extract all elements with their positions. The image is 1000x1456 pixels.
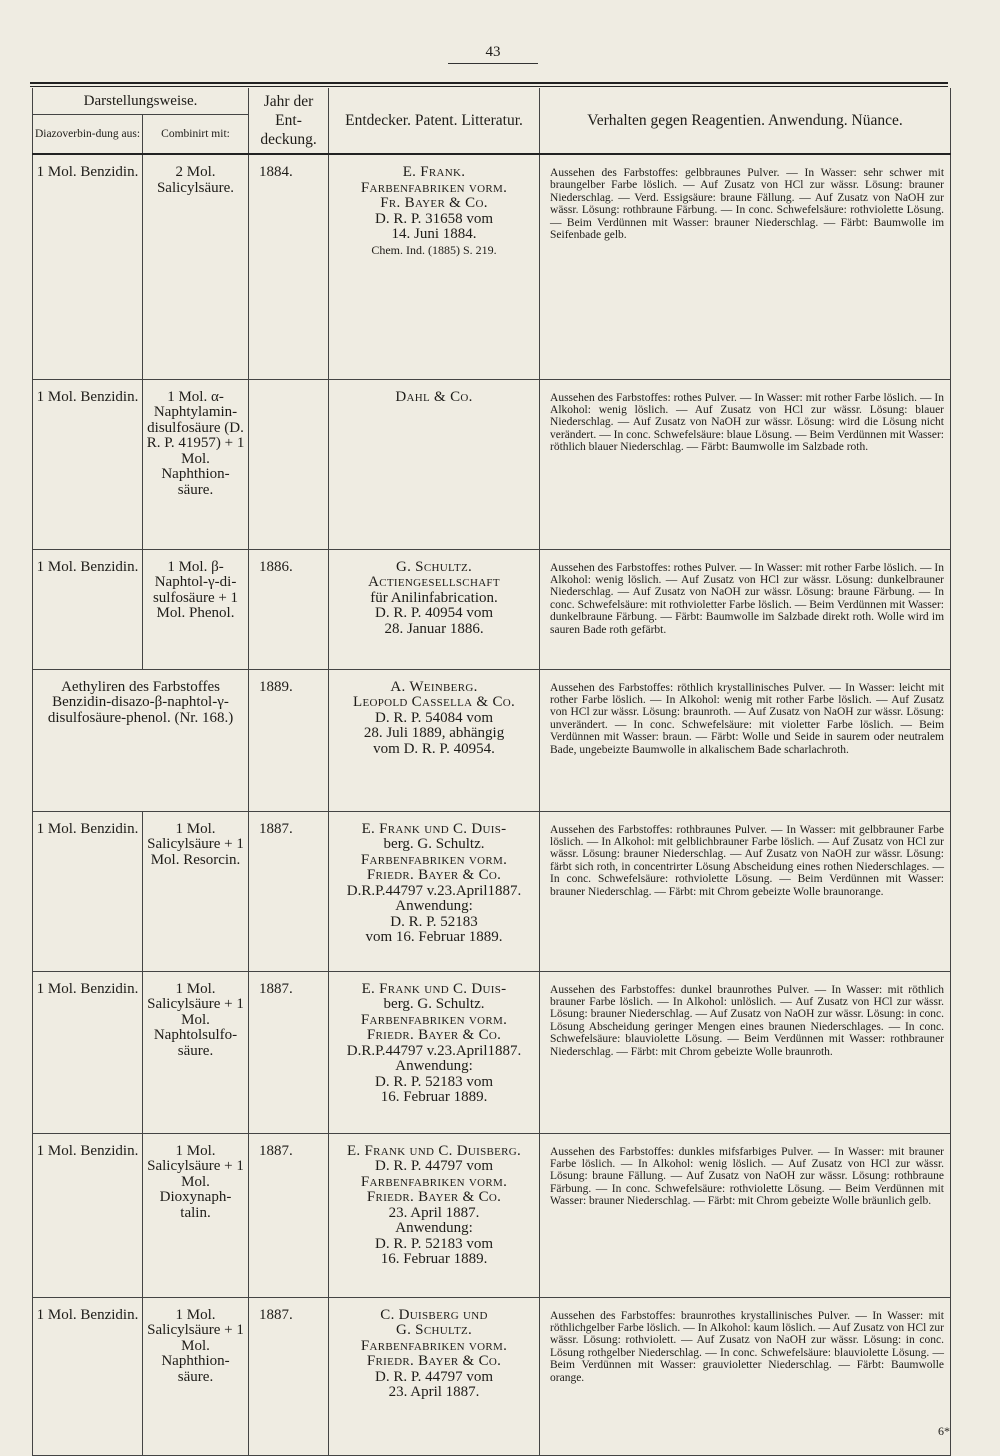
table-row: [33, 971, 951, 1133]
diazo-cell-text: 1 Mol. Benzidin.: [36, 164, 139, 180]
reaction-cell-text: [540, 670, 950, 762]
entdecker-line: E. Frank und C. Duisberg.: [346, 1142, 522, 1159]
diazo-cell-text: 1 Mol. Benzidin.: [36, 388, 139, 405]
entdecker-cell-text: [329, 972, 539, 1112]
diazo-cell: [33, 971, 143, 1133]
diazo-cell-text: 1 Mol. Benzidin.: [36, 980, 139, 997]
combinirt-cell-text: 1 Mol. Salicylsäure + 1 Mol. Naphthion-säure.: [147, 1306, 244, 1385]
entdecker-line: Farbenfabriken vorm.: [360, 1173, 508, 1190]
entdecker-line: D. R. P. 52183: [390, 913, 478, 930]
reaction-text: Aussehen des Farbstoffes: rothbraunes Pulver. — In Wasser: mit gelbbrauner Farbe löslich. — In Alkohol: mit gelblichbrauner Farbe löslich. — Auf Zusatz von HCl zur wässr. Lösung: brauner Niederschlag. — Auf Zusatz von NaOH zur wässr. Lösung: färbt sich roth, in concentrirter Lösung Abscheidung eines rothen Niederschlages. — In conc. Schwefelsäure: rothviolette Lösung. — Beim Verdünnen mit Wasser: brauner Niederschlag. — Färbt: mit Chrom gebeizte Wolle braunorange.: [550, 823, 945, 898]
entdecker-line: Fr. Bayer & Co.: [380, 195, 488, 211]
entdecker-cell: [329, 154, 540, 379]
jahr-cell-text: 1889.: [259, 678, 293, 695]
reaction-text: Aussehen des Farbstoffes: dunkel braunrothes Pulver. — In Wasser: mit röthlich brauner Farbe löslich. — In Alkohol: unlöslich. — Auf Zusatz von HCl zur wässr. Lösung: brauner Niederschlag. — Auf Zusatz von NaOH zur wässr. Lösung: in conc. Lösung Abscheidung geringer Mengen eines braunen Niederschlages. — In conc. Schwefelsäure: blauviolette Lösung. — Beim Verdünnen mit Wasser: rothbrauner Niederschlag. — Färbt: mit Chrom gebeizte Wolle braunroth.: [550, 983, 945, 1058]
entdecker-line: G. Schultz.: [395, 558, 473, 575]
table-row: [33, 1133, 951, 1297]
combinirt-cell-text: 1 Mol. Salicylsäure + 1 Mol. Dioxynaph-talin.: [147, 1142, 244, 1221]
entdecker-cell: [329, 971, 540, 1133]
combinirt-cell: [143, 1297, 249, 1455]
entdecker-line: D. R. P. 31658 vom: [375, 210, 493, 227]
combinirt-cell: [143, 971, 249, 1133]
table-row: [33, 154, 951, 379]
reaction-cell-text: [540, 550, 950, 642]
entdecker-line: 14. Juni 1884.: [391, 226, 477, 242]
entdecker-line: E. Frank und C. Duis-: [361, 820, 507, 837]
jahr-cell: [249, 549, 329, 669]
reaction-text: Aussehen des Farbstoffes: röthlich krystallinisches Pulver. — In Wasser: leicht mit rother Farbe löslich. — In Alkohol: wenig mit rother Farbe löslich. — Auf Zusatz von HCl zur wässr. Lösung: braunroth. — Auf Zusatz von NaOH zur wässr. Lösung: unverändert. — In conc. Schwefelsäure: mit violetter Farbe löslich. — Beim Verdünnen mit Wasser: braun. — Färbt: Wolle und Seide in saurem oder neutralem Bade, ungebeizte Baumwolle in alkalischem Bade scharlachroth.: [550, 681, 945, 756]
entdecker-line: D.R.P.44797 v.23.April1887.: [346, 1042, 522, 1059]
entdecker-line: für Anilinfabrication.: [370, 589, 498, 606]
reaction-cell: [540, 811, 951, 971]
entdecker-line: E. Frank und C. Duis-: [361, 980, 507, 997]
entdecker-line: berg. G. Schultz.: [383, 996, 485, 1012]
jahr-cell: [249, 1297, 329, 1455]
header-entdecker: Entdecker. Patent. Litteratur.: [329, 88, 540, 154]
entdecker-line: 16. Februar 1889.: [380, 1251, 488, 1267]
entdecker-cell: [329, 811, 540, 971]
top-rule-thin: [30, 86, 948, 87]
entdecker-line: Anwendung:: [395, 1220, 473, 1236]
reaction-cell-text: [540, 380, 950, 460]
combinirt-cell: [143, 154, 249, 379]
diazo-cell-text: 1 Mol. Benzidin.: [36, 558, 139, 575]
diazo-cell-text: 1 Mol. Benzidin.: [36, 1142, 139, 1159]
entdecker-line: vom 16. Februar 1889.: [365, 929, 503, 945]
entdecker-line: G. Schultz.: [395, 1322, 473, 1338]
jahr-cell-text: 1887.: [259, 1306, 293, 1323]
jahr-cell-text: 1884.: [259, 164, 293, 180]
entdecker-line: Farbenfabriken vorm.: [360, 851, 508, 868]
reaction-cell-text: [540, 155, 950, 247]
entdecker-line: Leopold Cassella & Co.: [352, 694, 516, 710]
jahr-cell: [249, 154, 329, 379]
reaction-text: Aussehen des Farbstoffes: rothes Pulver. — In Wasser: mit rother Farbe löslich. — In Alkohol: wenig löslich. — Auf Zusatz von HCl zur wässr. Lösung: dunkelbrauner Niederschlag. — Auf Zusatz von NaOH zur wässr. Lösung: braune Färbung. — In conc. Schwefelsäure: mit rothvioletter Farbe löslich. — Beim Verdünnen mit Wasser: dunkelbraune Färbung. — Färbt: Baumwolle im Salzbade direkt roth. Wolle wird im sauren Bade roth gefärbt.: [550, 561, 945, 636]
reaction-cell: [540, 379, 951, 549]
entdecker-cell-text: [329, 550, 539, 644]
entdecker-line: Friedr. Bayer & Co.: [366, 1189, 502, 1205]
jahr-cell: [249, 669, 329, 811]
entdecker-line: 28. Januar 1886.: [384, 620, 484, 637]
entdecker-cell-text: [329, 155, 539, 264]
diazo-cell-text: 1 Mol. Benzidin.: [36, 1306, 139, 1323]
combinirt-cell: [143, 379, 249, 549]
combinirt-cell: [143, 1133, 249, 1297]
entdecker-cell: [329, 1133, 540, 1297]
entdecker-line: Friedr. Bayer & Co.: [366, 1353, 502, 1369]
entdecker-line: D. R. P. 44797 vom: [375, 1158, 493, 1174]
reaction-cell-text: [540, 972, 950, 1064]
reaction-cell: [540, 1297, 951, 1455]
entdecker-cell-text: [329, 812, 539, 952]
reaction-cell: [540, 1133, 951, 1297]
jahr-cell: [249, 971, 329, 1133]
entdecker-line: Friedr. Bayer & Co.: [366, 867, 502, 883]
entdecker-line: D. R. P. 44797 vom: [375, 1368, 493, 1385]
table-row: [33, 379, 951, 549]
reaction-cell-text: [540, 1298, 950, 1390]
reaction-text: Aussehen des Farbstoffes: dunkles mifsfarbiges Pulver. — In Wasser: mit brauner Farbe löslich. — In Alkohol: wenig löslich. — Auf Zusatz von HCl zur wässr. Lösung: braune Fällung. — Auf Zusatz von NaOH zur wässr. Lösung: rothbraune Färbung. — In conc. Schwefelsäure: rothviolette Lösung. — Beim Verdünnen mit Wasser: brauner Niederschlag. — Färbt: mit Chrom gebeizte Wolle bräunlich gelb.: [550, 1145, 945, 1208]
reaction-cell-text: [540, 1134, 950, 1214]
combinirt-cell: [143, 549, 249, 669]
entdecker-cell: [329, 669, 540, 811]
reaction-cell: [540, 154, 951, 379]
header-verhalten: Verhalten gegen Reagentien. Anwendung. Nüance.: [540, 88, 951, 154]
reaction-cell-text: [540, 812, 950, 904]
combinirt-cell-text: 1 Mol. β-Naphtol-γ-di-sulfosäure + 1 Mol. Phenol.: [152, 558, 239, 621]
diazo-cell: [33, 811, 143, 971]
reaction-cell: [540, 549, 951, 669]
table-row: [33, 811, 951, 971]
entdecker-line: 23. April 1887.: [388, 1204, 480, 1221]
combinirt-cell-text: 1 Mol. Salicylsäure + 1 Mol. Naphtolsulfo-säure.: [147, 980, 244, 1059]
entdecker-line: D. R. P. 40954 vom: [375, 605, 493, 621]
entdecker-cell-text: [329, 1134, 539, 1274]
footer-signature-mark: 6*: [938, 1424, 950, 1438]
jahr-cell: [249, 379, 329, 549]
diazo-merged-cell-text: Aethyliren des Farbstoffes Benzidin-disazo-β-naphtol-γ-disulfosäure-phenol. (Nr. 168.): [47, 678, 234, 726]
table-row: [33, 669, 951, 811]
entdecker-line: vom D. R. P. 40954.: [373, 740, 495, 757]
diazo-cell: [33, 1133, 143, 1297]
entdecker-line: E. Frank.: [402, 164, 466, 180]
header-diazo: Diazoverbin-dung aus:: [33, 115, 143, 155]
entdecker-line: Farbenfabriken vorm.: [360, 1011, 508, 1028]
jahr-cell: [249, 811, 329, 971]
reaction-cell: [540, 971, 951, 1133]
combinirt-cell-text: 1 Mol. Salicylsäure + 1 Mol. Resorcin.: [147, 820, 244, 868]
entdecker-line: Chem. Ind. (1885) S. 219.: [371, 242, 497, 257]
entdecker-line: Dahl & Co.: [395, 388, 473, 405]
combinirt-cell-text: 1 Mol. α-Naphtylamin-disulfosäure (D. R. P. 41957) + 1 Mol. Naphthion-säure.: [146, 388, 245, 498]
entdecker-line: Anwendung:: [395, 898, 473, 914]
combinirt-cell-text: 2 Mol. Salicylsäure.: [156, 164, 235, 196]
diazo-cell: [33, 549, 143, 669]
reaction-text: Aussehen des Farbstoffes: gelbbraunes Pulver. — In Wasser: sehr schwer mit braungelber Farbe löslich. — Auf Zusatz von HCl zur wässr. Lösung: brauner Niederschlag. — Verd. Essigsäure: braune Fällung. — Auf Zusatz von NaOH zur wässr. Lösung: rothbraune Färbung. — In conc. Schwefelsäure: rothviolette Lösung. — Beim Verdünnen mit Wasser: brauner Niederschlag. — Färbt: Baumwolle im Seifenbade gelb.: [550, 167, 945, 242]
dye-table: [32, 88, 951, 1456]
entdecker-cell-text: [329, 1298, 539, 1407]
entdecker-line: 16. Februar 1889.: [380, 1089, 488, 1105]
entdecker-line: Farbenfabriken vorm.: [360, 179, 508, 196]
header-combinirt: Combinirt mit:: [143, 115, 249, 155]
entdecker-line: 28. Juli 1889, abhängig: [363, 725, 505, 741]
entdecker-cell-text: [329, 670, 539, 764]
diazo-cell-text: 1 Mol. Benzidin.: [36, 820, 139, 837]
entdecker-line: D. R. P. 52183 vom: [375, 1073, 493, 1090]
entdecker-line: D. R. P. 54084 vom: [375, 709, 493, 726]
table-row: [33, 1297, 951, 1455]
entdecker-line: A. Weinberg.: [390, 678, 478, 695]
page-number: 43: [448, 44, 538, 64]
entdecker-cell-text: [329, 380, 539, 412]
entdecker-line: Actiengesellschaft: [368, 574, 500, 590]
reaction-text: Aussehen des Farbstoffes: rothes Pulver. — In Wasser: mit rother Farbe löslich. — In Alkohol: wenig löslich. — Auf Zusatz von HCl zur wässr. Lösung: blauer Niederschlag. — Auf Zusatz von NaOH zur wässr. Lösung: wird die Lösung nicht verändert. — In conc. Schwefelsäure: blaue Lösung. — Beim Verdünnen mit Wasser: röthlich blauer Niederschlag. — Färbt: Baumwolle im Salzbade roth.: [550, 391, 945, 454]
entdecker-cell: [329, 549, 540, 669]
entdecker-line: C. Duisberg und: [380, 1306, 488, 1323]
jahr-cell-text: 1887.: [259, 1142, 293, 1159]
entdecker-line: 23. April 1887.: [388, 1384, 480, 1400]
entdecker-line: D. R. P. 52183 vom: [375, 1235, 493, 1252]
jahr-cell-text: 1887.: [259, 820, 293, 837]
header-darstellung: Darstellungsweise.: [33, 88, 249, 115]
entdecker-line: Farbenfabriken vorm.: [360, 1337, 508, 1354]
entdecker-line: Friedr. Bayer & Co.: [366, 1027, 502, 1043]
reaction-text: Aussehen des Farbstoffes: braunrothes krystallinisches Pulver. — In Wasser: mit röthlichgelber Farbe löslich. — In Alkohol: kaum löslich. — Auf Zusatz von HCl zur wässr. Lösung: rothviolett. — Auf Zusatz von NaOH zur wässr. Lösung: in conc. Lösung rothgelber Niederschlag. — In conc. Schwefelsäure: blauviolette Lösung. — Beim Verdünnen mit Wasser: grauvioletter Niederschlag. — Färbt: Baumwolle orange.: [550, 1309, 945, 1384]
jahr-cell: [249, 1133, 329, 1297]
entdecker-cell: [329, 1297, 540, 1455]
diazo-merged-cell: [33, 669, 249, 811]
header-jahr: Jahr der Ent-deckung.: [249, 88, 329, 154]
entdecker-line: berg. G. Schultz.: [383, 836, 485, 852]
reaction-cell: [540, 669, 951, 811]
jahr-cell-text: 1887.: [259, 980, 293, 997]
jahr-cell-text: 1886.: [259, 558, 293, 575]
diazo-cell: [33, 379, 143, 549]
jahr-cell-text: [249, 380, 328, 396]
entdecker-line: D.R.P.44797 v.23.April1887.: [346, 882, 522, 899]
table-row: [33, 549, 951, 669]
diazo-cell: [33, 1297, 143, 1455]
entdecker-cell: [329, 379, 540, 549]
combinirt-cell: [143, 811, 249, 971]
diazo-cell: [33, 154, 143, 379]
entdecker-line: Anwendung:: [395, 1058, 473, 1074]
top-rule: [30, 82, 948, 84]
